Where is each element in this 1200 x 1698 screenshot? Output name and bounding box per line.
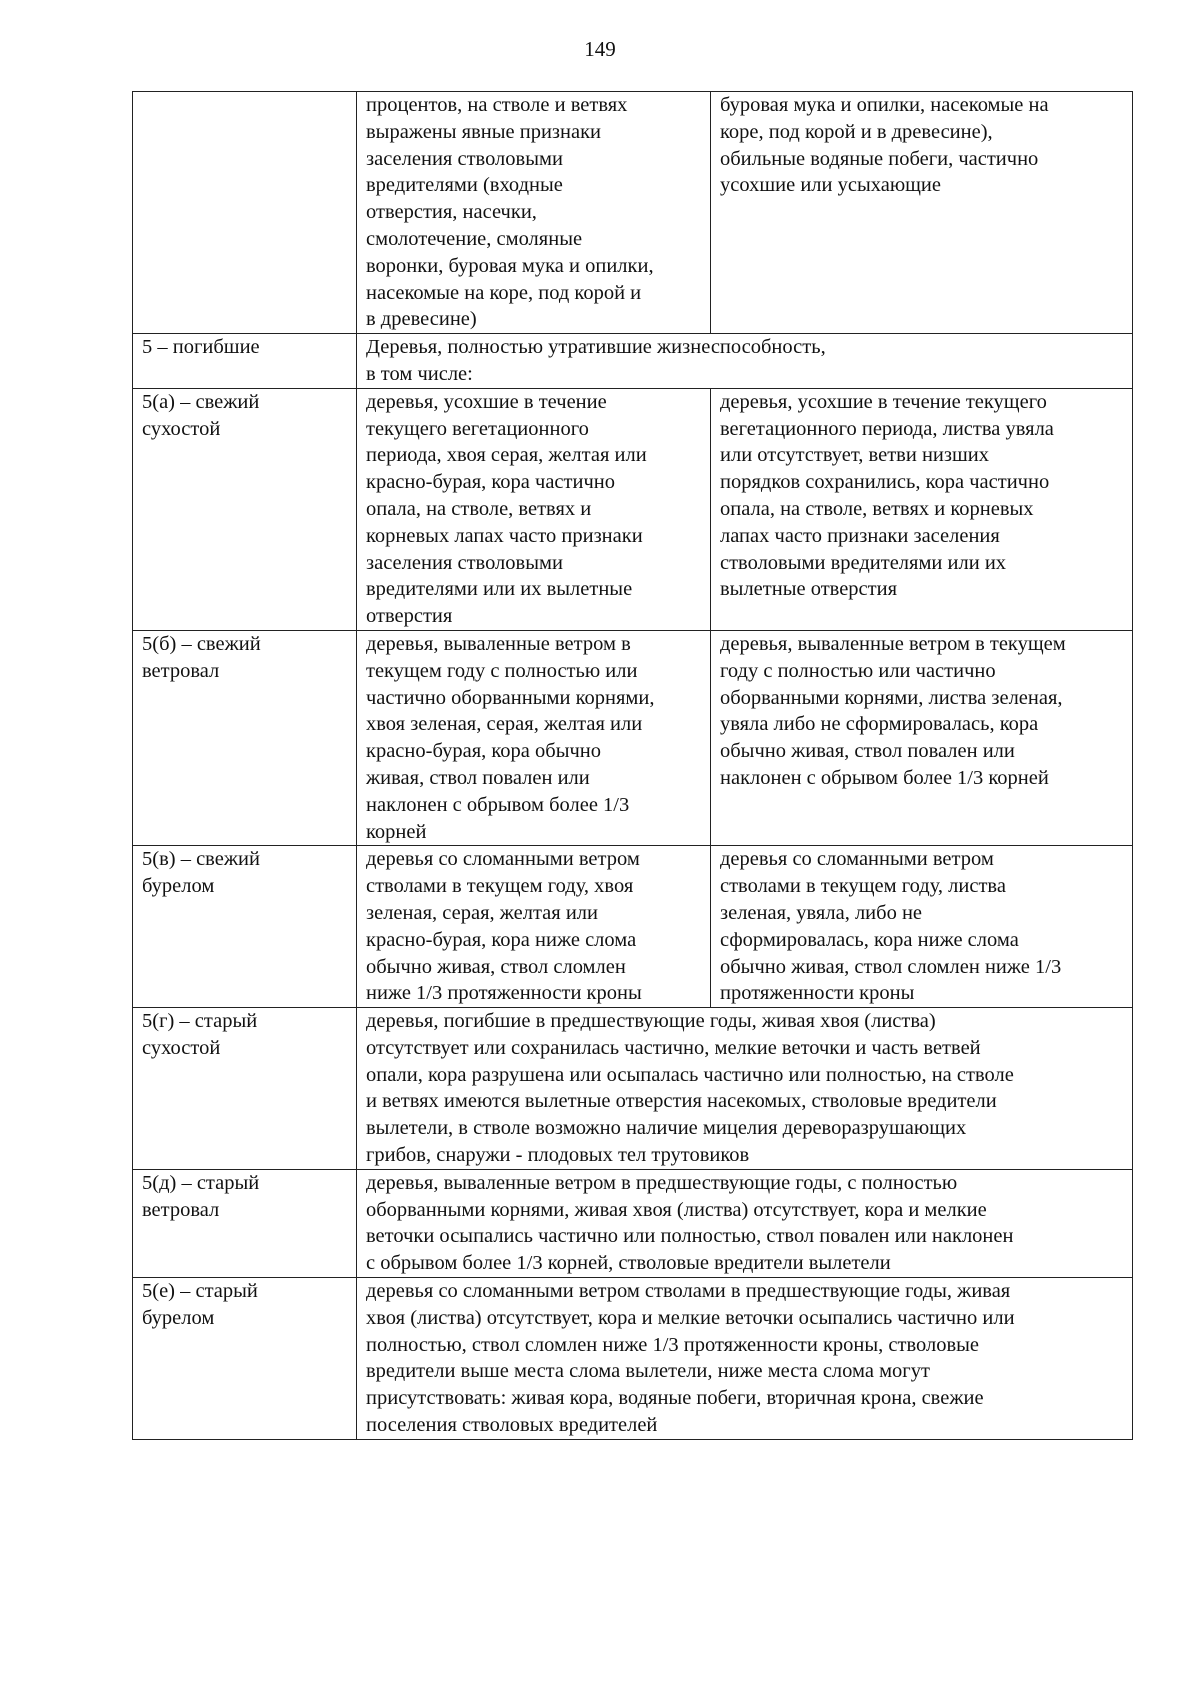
table-row [133, 388, 1133, 630]
table-row [133, 1278, 1133, 1440]
conifer-description-cell: деревья со сломанными ветром стволами в текущем году, хвоя зеленая, серая, желтая или красно-бурая, кора ниже слома обычно живая, ствол сломлен ниже 1/3 протяженности кроны [357, 846, 711, 1008]
merged-description-cell: деревья, погибшие в предшествующие годы, живая хвоя (листва) отсутствует или сохранилась частично, мелкие веточки и часть ветвей опали, кора разрушена или осыпалась частично или полностью, на стволе и ветвях имеются вылетные отверстия насекомых, стволовые вредители вылетели, в стволе возможно наличие мицелия дереворазрушающих грибов, снаружи - плодовых тел трутовиков [357, 1008, 1133, 1170]
category-cell: 5 – погибшие [133, 334, 357, 389]
conifer-description-cell: процентов, на стволе и ветвях выражены явные признаки заселения стволовыми вредителями (входные отверстия, насечки, смолотечение, смоляные воронки, буровая мука и опилки, насекомые на коре, под корой и в древесине) [357, 92, 711, 334]
category-cell: 5(а) – свежий сухостой [133, 388, 357, 630]
category-cell: 5(е) – старый бурелом [133, 1278, 357, 1440]
merged-description-cell: деревья со сломанными ветром стволами в предшествующие годы, живая хвоя (листва) отсутствует, кора и мелкие веточки осыпались частично или полностью, ствол сломлен ниже 1/3 протяженности кроны, стволовые вредители выше места слома вылетели, ниже места слома могут присутствовать: живая кора, водяные побеги, вторичная крона, свежие поселения стволовых вредителей [357, 1278, 1133, 1440]
category-cell: 5(б) – свежий ветровал [133, 630, 357, 845]
category-cell: 5(г) – старый сухостой [133, 1008, 357, 1170]
table-row [133, 1169, 1133, 1277]
table-row [133, 846, 1133, 1008]
page-number: 149 [584, 37, 616, 61]
merged-description-cell: деревья, вываленные ветром в предшествующие годы, с полностью оборванными корнями, живая хвоя (листва) отсутствует, кора и мелкие веточки осыпались частично или полностью, ствол повален или наклонен с обрывом более 1/3 корней, стволовые вредители вылетели [357, 1169, 1133, 1277]
conifer-description-cell: деревья, усохшие в течение текущего вегетационного периода, хвоя серая, желтая или красно-бурая, кора частично опала, на стволе, ветвях и корневых лапах часто признаки заселения стволовыми вредителями или их вылетные отверстия [357, 388, 711, 630]
category-cell: 5(в) – свежий бурелом [133, 846, 357, 1008]
table-row [133, 92, 1133, 334]
deciduous-description-cell: деревья со сломанными ветром стволами в текущем году, листва зеленая, увяла, либо не сформировалась, кора ниже слома обычно живая, ствол сломлен ниже 1/3 протяженности кроны [711, 846, 1133, 1008]
tree-condition-table [132, 91, 1133, 1440]
merged-description-cell: Деревья, полностью утратившие жизнеспособность, в том числе: [357, 334, 1133, 389]
conifer-description-cell: деревья, вываленные ветром в текущем году с полностью или частично оборванными корнями, хвоя зеленая, серая, желтая или красно-бурая, кора обычно живая, ствол повален или наклонен с обрывом более 1/3 корней [357, 630, 711, 845]
category-cell [133, 92, 357, 334]
deciduous-description-cell: буровая мука и опилки, насекомые на коре, под корой и в древесине), обильные водяные побеги, частично усохшие или усыхающие [711, 92, 1133, 334]
table-row [133, 334, 1133, 389]
deciduous-description-cell: деревья, вываленные ветром в текущем году с полностью или частично оборванными корнями, листва зеленая, увяла либо не сформировалась, кора обычно живая, ствол повален или наклонен с обрывом более 1/3 корней [711, 630, 1133, 845]
table-row [133, 630, 1133, 845]
table-row [133, 1008, 1133, 1170]
deciduous-description-cell: деревья, усохшие в течение текущего вегетационного периода, листва увяла или отсутствует, ветви низших порядков сохранились, кора частично опала, на стволе, ветвях и корневых лапах часто признаки заселения стволовыми вредителями или их вылетные отверстия [711, 388, 1133, 630]
category-cell: 5(д) – старый ветровал [133, 1169, 357, 1277]
